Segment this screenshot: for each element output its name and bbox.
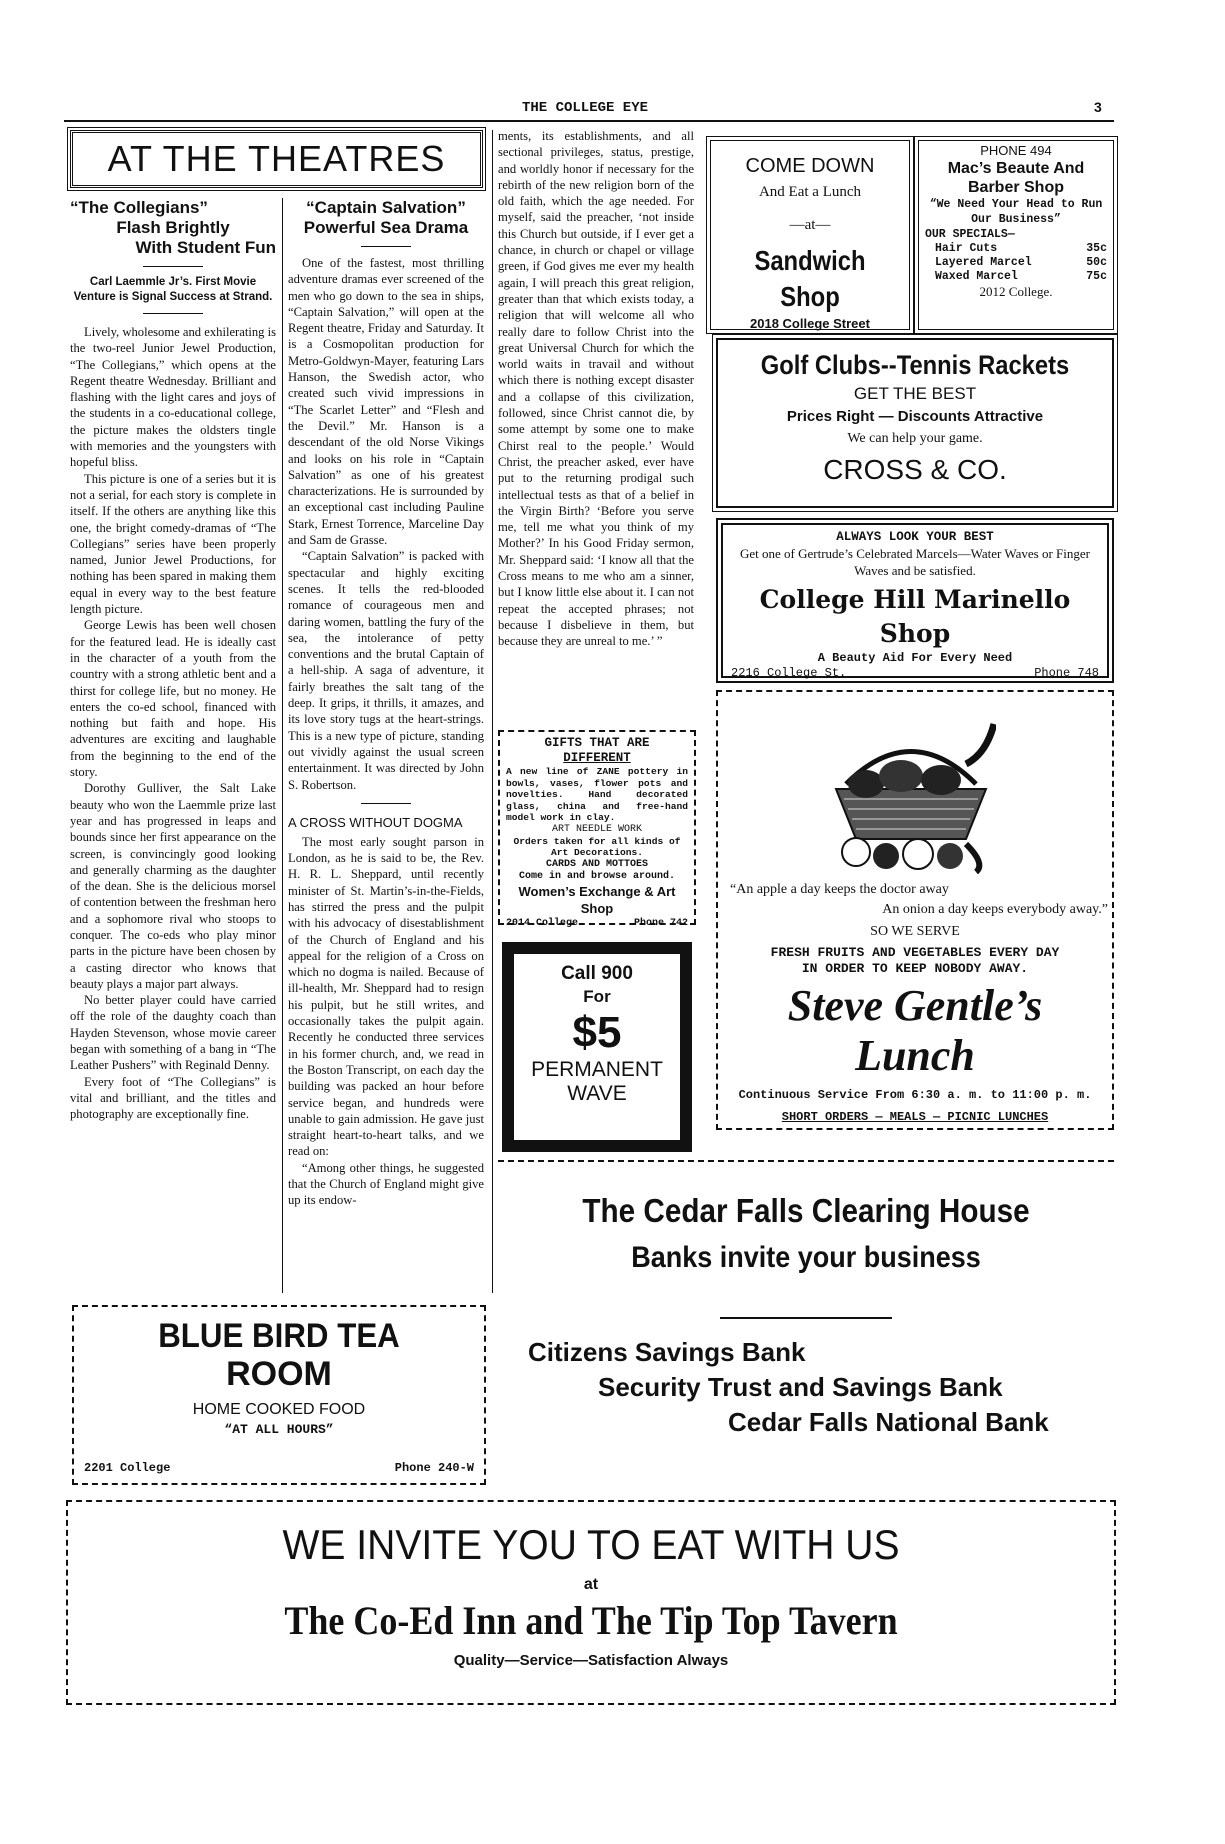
collegians-headline-3: With Student Fun	[135, 238, 276, 257]
gifts-shop-name: Women’s Exchange & Art Shop	[518, 883, 676, 916]
theatres-banner-text: AT THE THEATRES	[107, 138, 446, 179]
marinello-address: 2216 College St.	[731, 666, 847, 680]
page-number: 3	[1094, 99, 1102, 115]
salvation-paragraph: “Captain Salvation” is packed with spectacular and highly exciting scenes. It tells the red-blooded romance of courageous men and daring women, battling the fury of the sea, the intolerance of petty conventions and the brutal Captain of a hell-ship. A saga of adventure, it fairly breathes the salt tang of the deep. It grips, it thrills, it amazes, and its love story tugs at the heart-strings. This is a new type of picture, standing out vividly against the usual screen entertainment. It was directed by John S. Robertson.	[288, 549, 484, 792]
cross-dogma-paragraph: “Among other things, he suggested that the Church of England might give up its endow-	[288, 1160, 484, 1208]
cross-sub: GET THE BEST	[853, 384, 977, 403]
sandwich-shop-ad	[710, 140, 910, 330]
wave-for: For	[583, 987, 611, 1006]
column-3	[498, 128, 694, 650]
steve-service: Continuous Service From 6:30 a. m. to 11:00 p. m.	[738, 1088, 1092, 1102]
cross-co-ad	[716, 338, 1114, 508]
bluebird-address: 2201 College	[84, 1461, 171, 1475]
cross-prices: Prices Right — Discounts Attractive	[786, 408, 1044, 425]
gifts-line-1: ART NEEDLE WORK	[551, 823, 642, 835]
cross-dogma-continued: ments, its establishments, and all sectional privileges, status, prestige, and worldly honor if necessary for the rebirth of the new religion born of the old faith, which the age needed. For myself, said the preacher, ‘not inside this Church but outside, if I ever get a chance, in church or chapel or village green, if God gives me ever my health again, I will preach this great religion, greater than that which exists today, a religion that will welcome all who really dare to follow Christ into the great Universal Church for which the world waits in travail and without which there is nothing except disaster and a collapse of this civilization, followed, since Christ cannot die, by some attempt by some one to make Chirst real to the people.’ Would Christ, the preacher asked, ever have put to the returning prodigal such intellectual tests as that of a belief in the Virgin Birth? ‘Before you serve me, tell me what you think of my Mother?’ In his Good Friday sermon, Mr. Sheppard said: ‘I know all that the Cross means to me who am a sinner, but I know little else about it. I can not repeat the accepted phrases; not because I disbelieve in them, but because they are unreal to me.’ ”	[498, 129, 694, 649]
column-divider	[492, 130, 493, 1293]
bluebird-hours: “AT ALL HOURS”	[224, 1422, 334, 1437]
fruit-basket-illustration	[826, 714, 996, 874]
macs-special	[925, 270, 1107, 284]
cross-dogma-headline: A CROSS WITHOUT DOGMA	[288, 814, 463, 830]
collegians-paragraph: George Lewis has been well chosen for the featured lead. He is ideally cast in the character of a youth from the country with a strong athletic bent and a thirst for college life, but no money. He enters the co-ed school, financed with nothing but faith and hope. His adventures are exciting and laughable from the beginning to the end of the story.	[70, 618, 276, 780]
sandwich-address: 2018 College Street	[750, 316, 870, 331]
gifts-ad	[498, 730, 696, 929]
gifts-title-2: DIFFERENT	[563, 751, 631, 765]
marinello-shop-name: College Hill Marinello Shop	[759, 585, 1071, 648]
bluebird-phone: Phone 240-W	[394, 1461, 474, 1475]
steve-gentle-ad	[716, 690, 1114, 1130]
gifts-body: A new line of ZANE pottery in bowls, vases, flower pots and novelties. Hand decorated glass, china and free-hand model work in clay.	[506, 766, 688, 823]
coed-at: at	[583, 1576, 599, 1593]
bluebird-sub: HOME COOKED FOOD	[192, 1401, 366, 1418]
clearing-house-ad	[498, 1150, 1114, 1485]
banks-title-2: Banks invite your business	[631, 1241, 981, 1274]
sandwich-line-2: And Eat a Lunch	[758, 184, 862, 200]
steve-fresh-2: IN ORDER TO KEEP NOBODY AWAY.	[801, 961, 1029, 976]
collegians-paragraph: Every foot of “The Collegians” is vital and brilliant, and the titles and photography are exceptionally fine.	[70, 1074, 276, 1122]
collegians-headline-1: “The Collegians”	[70, 198, 208, 217]
coed-name: The Co-Ed Inn and The Tip Top Tavern	[284, 1598, 898, 1643]
macs-name-2: Barber Shop	[967, 179, 1064, 196]
bank-3: Cedar Falls National Bank	[728, 1407, 1049, 1437]
steve-orders: SHORT ORDERS — MEALS — PICNIC LUNCHES	[781, 1110, 1049, 1124]
cross-headline: Golf Clubs--Tennis Rackets	[760, 350, 1070, 380]
bluebird-name-1: BLUE BIRD TEA	[158, 1317, 400, 1355]
coed-slogan: Quality—Service—Satisfaction Always	[453, 1652, 729, 1669]
macs-barber-ad	[918, 140, 1114, 330]
collegians-headline-2: Flash Brightly	[116, 218, 230, 237]
marinello-ad	[716, 518, 1114, 683]
permanent-wave-ad	[502, 942, 692, 1152]
wave-price: $5	[572, 1008, 622, 1057]
bank-1: Citizens Savings Bank	[528, 1337, 806, 1367]
salvation-paragraph: One of the fastest, most thrilling adventure dramas ever screened of the men who go down to the sea in ships, “Captain Salvation,” will open at the Regent theatre, Friday and Saturday. It is a Cosmopolitan production for Metro-Goldwyn-Mayer, featuring Lars Hanson, the Swedish actor, who created such vivid impressions in “The Scarlet Letter” and “Flesh and the Devil.” Mr. Hanson is a descendant of the old Norse Vikings and looks on his role in “Captain Salvation” as one of his greatest characterizations. He is surrounded by an exceptional cast including Pauline Stark, Ernest Torrence, Marceline Day and Sam de Grasse.	[288, 256, 484, 548]
special-item: Layered Marcel	[935, 256, 1032, 269]
macs-phone: PHONE 494	[980, 143, 1052, 158]
gifts-phone: Phone 742	[633, 917, 688, 929]
marinello-footer	[731, 666, 1099, 681]
macs-slogan: “We Need Your Head to Run Our Business”	[929, 198, 1103, 226]
sandwich-line-3: —at—	[789, 217, 831, 233]
gifts-line-2: Orders taken for all kinds of Art Decorations.	[513, 835, 681, 858]
special-price: 35c	[1086, 242, 1107, 255]
bank-2: Security Trust and Savings Bank	[598, 1372, 1003, 1402]
marinello-phone: Phone 748	[1034, 666, 1099, 680]
salvation-headline-1: “Captain Salvation”	[306, 198, 466, 217]
collegians-paragraph: Dorothy Gulliver, the Salt Lake beauty who won the Laemmle prize last year and has progressed in leaps and bounds since her first appearance on the screen, is convincingly good looking and generally charming as the daughter of the dean. She is the delicious morsel of contention between the freshman hero and a sophomore rival who stoops to conquer. The co-eds who play minor parts in the picture have been chosen by a casting director who knows that beauty plays a major part always.	[70, 781, 276, 991]
cross-dogma-paragraph: The most early sought parson in London, as he is said to be, the Rev. H. R. L. Sheppard, until recently minister of St. Martin’s-in-the-Fields, has stirred the press and the pulpit with his advocacy of disestablishment of the Church of England and his appeal for the religion of a Cross on which no dogma is nailed. Because of ill-health, Mr. Sheppard had to resign his pulpit, but he still writes, and occasionally takes the pulpit again. Recently he conducted three services in his former church, and, we read in the Boston Transcript, on each day the building was packed an hour before service began, and hundreds were unable to gain admission. He gave just straight heart-to-heart talks, and we read on:	[288, 834, 484, 1159]
steve-name-1: Steve Gentle’s	[787, 981, 1043, 1030]
macs-specials-label: OUR SPECIALS—	[925, 228, 1015, 241]
steve-quote-2: An onion a day keeps everybody away.”	[882, 902, 1108, 917]
collegians-subhead: Carl Laemmle Jr’s. First Movie Venture is Signal Success at Strand.	[73, 276, 273, 303]
special-price: 50c	[1086, 256, 1107, 269]
wave-line-1: PERMANENT	[531, 1058, 663, 1081]
macs-special	[925, 242, 1107, 256]
coed-inn-ad	[66, 1500, 1116, 1705]
steve-serve: SO WE SERVE	[870, 924, 960, 939]
macs-address: 2012 College.	[979, 284, 1053, 299]
blue-bird-ad	[72, 1305, 486, 1485]
macs-special	[925, 256, 1107, 270]
collegians-paragraph: Lively, wholesome and exhilerating is the two-reel Junior Jewel Production, “The Collegians,” which opens at the Regent theatre Wednesday. Brilliant and flashing with the light cares and joys of the students in a co-educational college, the picture makes the oldsters tingle with memories and the youngsters with hopeful bliss.	[70, 325, 276, 470]
gifts-footer	[506, 917, 688, 930]
sandwich-shop-name: Sandwich Shop	[754, 245, 866, 312]
coed-headline: WE INVITE YOU TO EAT WITH US	[282, 1521, 900, 1568]
newspaper-title: THE COLLEGE EYE	[521, 100, 649, 116]
special-item: Hair Cuts	[935, 242, 998, 255]
gifts-line-3: CARDS AND MOTTOES	[545, 858, 649, 870]
bluebird-name-2: ROOM	[226, 1355, 332, 1393]
marinello-tagline: A Beauty Aid For Every Need	[817, 651, 1013, 665]
gifts-title-1: GIFTS THAT ARE	[544, 736, 650, 750]
macs-name-1: Mac’s Beaute And	[947, 160, 1085, 177]
banks-rule	[720, 1317, 892, 1319]
cross-help: We can help your game.	[847, 431, 983, 446]
bluebird-footer	[74, 1439, 484, 1475]
marinello-body: Get one of Gertrude’s Celebrated Marcels—Water Waves or Finger Waves and be satisfied.	[740, 546, 1090, 578]
column-2	[288, 198, 484, 1209]
column-divider	[282, 198, 283, 1293]
steve-name-2: Lunch	[855, 1031, 975, 1080]
steve-fresh-1: FRESH FRUITS AND VEGETABLES EVERY DAY	[770, 945, 1060, 960]
special-item: Waxed Marcel	[935, 270, 1018, 283]
steve-quote-1: “An apple a day keeps the doctor away	[730, 882, 949, 897]
theatres-banner	[70, 130, 483, 188]
gifts-line-4: Come in and browse around.	[518, 870, 676, 882]
column-1	[70, 198, 276, 1123]
collegians-paragraph: No better player could have carried off the role of the daughty coach than Hayden Stevenson, whose movie career began with something of a bang in “The Leather Pushers” with Reginald Denny.	[70, 993, 276, 1073]
banks-title-1: The Cedar Falls Clearing House	[582, 1192, 1030, 1229]
header-rule	[64, 120, 1114, 122]
dotted-rule	[498, 1160, 1114, 1162]
special-price: 75c	[1086, 270, 1107, 283]
wave-line-2: WAVE	[567, 1082, 627, 1105]
gifts-address: 2014 College	[506, 917, 579, 929]
wave-call: Call 900	[561, 963, 633, 984]
cross-name: CROSS & CO.	[823, 454, 1007, 485]
collegians-paragraph: This picture is one of a series but it is not a serial, for each story is complete in itself. If the others are anything like this one, the bright comedy-dramas of “The Collegians” series have been properly named, Junior Jewel Productions, for nothing has been spared in making them equal in every way to the best feature length picture.	[70, 471, 276, 617]
marinello-headline: ALWAYS LOOK YOUR BEST	[836, 530, 994, 544]
salvation-headline-2: Powerful Sea Drama	[303, 218, 469, 237]
sandwich-line-1: COME DOWN	[745, 155, 875, 177]
